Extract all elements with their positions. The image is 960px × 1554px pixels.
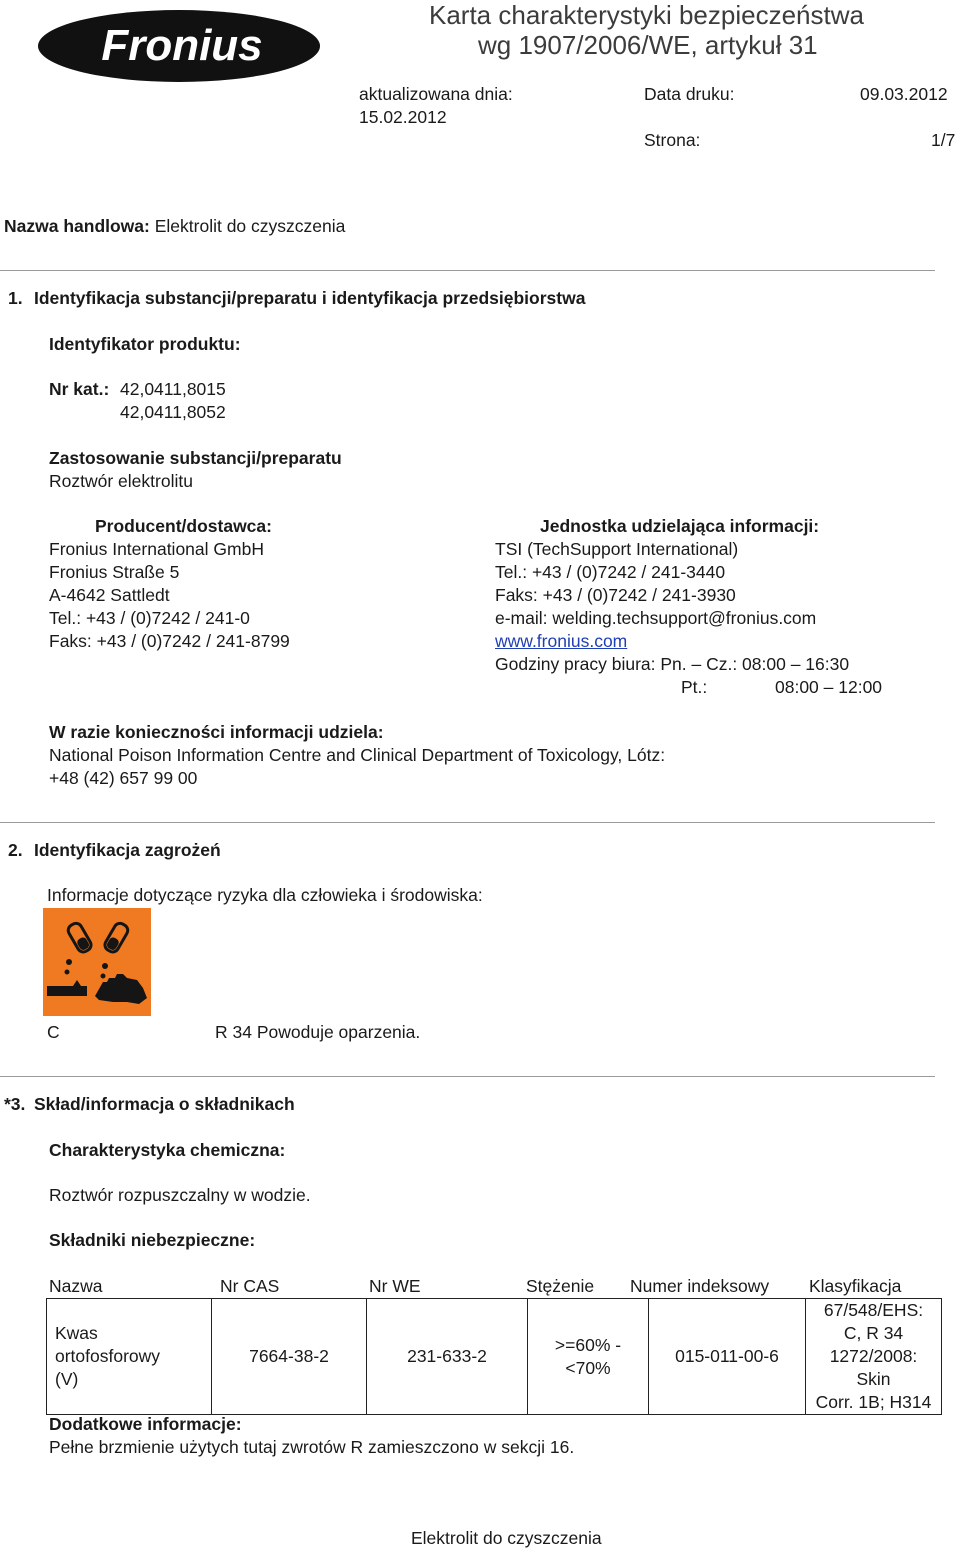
hazard-symbol: C: [47, 1022, 60, 1042]
corrosive-hazard-icon: [43, 908, 151, 1016]
catalog-value-1: 42,0411,8015: [120, 379, 226, 399]
producer-heading: Producent/dostawca:: [95, 516, 272, 536]
info-unit-line: Tel.: +43 / (0)7242 / 241-3440: [495, 562, 726, 582]
page-number: 1/7: [931, 130, 956, 150]
print-label: Data druku:: [644, 84, 735, 104]
chem-label: Charakterystyka chemiczna:: [49, 1140, 286, 1160]
page-label: Strona:: [644, 130, 701, 150]
trade-name-value: Elektrolit do czyszczenia: [154, 216, 346, 236]
office-hours-friday-label: Pt.:: [681, 677, 708, 697]
updated-label: aktualizowana dnia:: [359, 84, 513, 104]
brand-name: Fronius: [101, 21, 263, 70]
column-header-cas: Nr CAS: [220, 1276, 280, 1296]
office-hours-weekdays: Godziny pracy biura: Pn. – Cz.: 08:00 – 16:30: [495, 654, 850, 674]
brand-logo: [36, 8, 322, 84]
divider: [0, 1076, 935, 1077]
extra-info-value: Pełne brzmienie użytych tutaj zwrotów R zamieszczono w sekcji 16.: [49, 1437, 575, 1457]
emergency-heading: W razie konieczności informacji udziela:: [49, 722, 384, 742]
info-unit-heading: Jednostka udzielająca informacji:: [540, 516, 820, 536]
cas-number-cell: 7664-38-2: [212, 1299, 367, 1415]
updated-date: 15.02.2012: [359, 107, 447, 127]
column-header-name: Nazwa: [49, 1276, 103, 1296]
footer-product-name: Elektrolit do czyszczenia: [411, 1528, 602, 1548]
we-number-cell: 231-633-2: [367, 1299, 528, 1415]
divider: [0, 270, 935, 271]
office-hours-friday-time: 08:00 – 12:00: [775, 677, 883, 697]
section2-heading: Identyfikacja zagrożeń: [34, 840, 221, 860]
doc-title-line2: wg 1907/2006/WE, artykuł 31: [478, 30, 818, 60]
concentration-cell: >=60% - <70%: [528, 1299, 649, 1415]
website-link[interactable]: www.fronius.com: [495, 631, 628, 651]
section3-heading: Skład/informacja o składnikach: [34, 1094, 295, 1114]
divider: [0, 822, 935, 823]
producer-line: Fronius International GmbH: [49, 539, 264, 559]
trade-name: [4, 216, 345, 237]
trade-name-label: Nazwa handlowa:: [4, 216, 150, 236]
catalog-label: Nr kat.:: [49, 379, 110, 399]
doc-title-line1: Karta charakterystyki bezpieczeństwa: [429, 0, 864, 30]
chem-value: Roztwór rozpuszczalny w wodzie.: [49, 1185, 311, 1205]
section3-number: *3.: [4, 1094, 26, 1114]
column-header-concentration: Stężenie: [526, 1276, 595, 1296]
usage-value: Roztwór elektrolitu: [49, 471, 193, 491]
hazardous-label: Składniki niebezpieczne:: [49, 1230, 256, 1250]
fronius-logo-icon: [36, 8, 322, 84]
info-unit-line: Faks: +43 / (0)7242 / 241-3930: [495, 585, 736, 605]
table-row: [47, 1299, 942, 1415]
emergency-centre: National Poison Information Centre and Clinical Department of Toxicology, Lótz:: [49, 745, 666, 765]
catalog-value-2: 42,0411,8052: [120, 402, 226, 422]
section1-number: 1.: [8, 288, 23, 308]
producer-line: Fronius Straße 5: [49, 562, 180, 582]
index-number-cell: 015-011-00-6: [649, 1299, 806, 1415]
hazardous-components-table: [46, 1298, 942, 1415]
risk-phrase: R 34 Powoduje oparzenia.: [215, 1022, 421, 1042]
classification-cell: 67/548/EHS: C, R 34 1272/2008: Skin Corr. 1B; H314: [806, 1299, 942, 1415]
print-date: 09.03.2012: [860, 84, 948, 104]
producer-line: A-4642 Sattledt: [49, 585, 170, 605]
risk-info-label: Informacje dotyczące ryzyka dla człowieka i środowiska:: [47, 885, 483, 905]
producer-line: Tel.: +43 / (0)7242 / 241-0: [49, 608, 250, 628]
extra-info-label: Dodatkowe informacje:: [49, 1414, 242, 1434]
product-id-label: Identyfikator produktu:: [49, 334, 241, 354]
section1-heading: Identyfikacja substancji/preparatu i identyfikacja przedsiębiorstwa: [34, 288, 586, 308]
info-unit-line: TSI (TechSupport International): [495, 539, 739, 559]
info-unit-email[interactable]: e-mail: welding.techsupport@fronius.com: [495, 608, 817, 628]
column-header-we: Nr WE: [369, 1276, 421, 1296]
column-header-index: Numer indeksowy: [630, 1276, 770, 1296]
component-name-cell: Kwas ortofosforowy (V): [47, 1299, 212, 1415]
emergency-phone: +48 (42) 657 99 00: [49, 768, 198, 788]
producer-line: Faks: +43 / (0)7242 / 241-8799: [49, 631, 290, 651]
usage-label: Zastosowanie substancji/preparatu: [49, 448, 342, 468]
column-header-classification: Klasyfikacja: [809, 1276, 902, 1296]
section2-number: 2.: [8, 840, 23, 860]
